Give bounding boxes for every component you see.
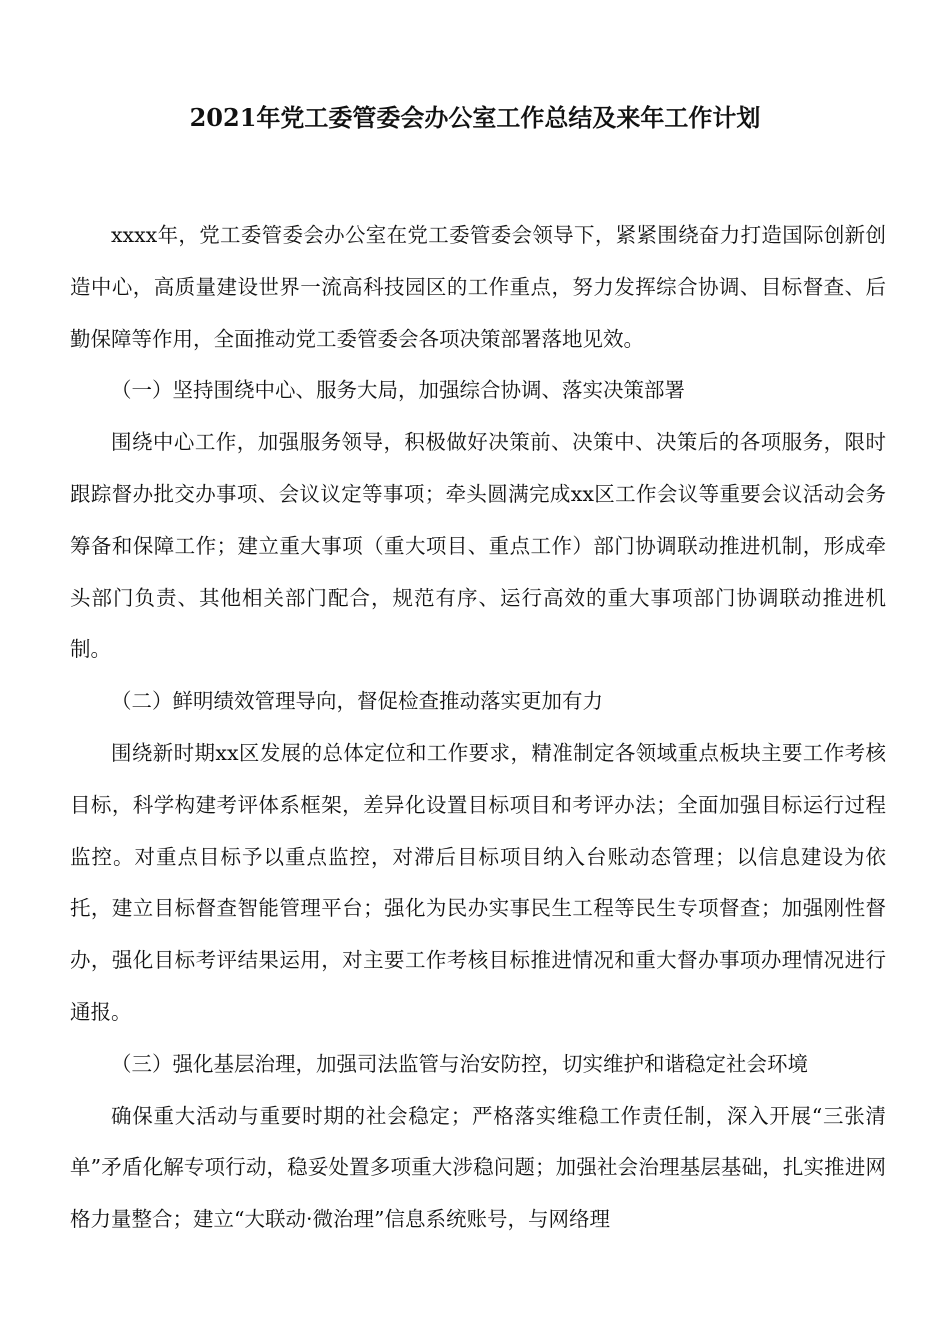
section-1-heading: （一）坚持围绕中心、服务大局，加强综合协调、落实决策部署: [111, 378, 685, 403]
section-1-body: 围绕中心工作，加强服务领导，积极做好决策前、决策中、决策后的各项服务，限时跟踪督办批交办事项、会议议定等事项；牵头圆满完成xx区工作会议等重要会议活动会务筹备和保障工作；建立重大事项（重大项目、重点工作）部门协调联动推进机制，形成牵头部门负责、其他相关部门配合，规范有序、运行高效的重大事项部门协调联动推进机制。: [70, 430, 886, 662]
document-title: 2021年党工委管委会办公室工作总结及来年工作计划: [189, 103, 761, 132]
section-3-heading: （三）强化基层治理，加强司法监管与治安防控，切实维护和谐稳定社会环境: [111, 1051, 808, 1076]
document-body: [70, 210, 886, 1246]
section-3-body: 确保重大活动与重要时期的社会稳定；严格落实维稳工作责任制，深入开展“三张清单”矛盾化解专项行动，稳妥处置多项重大涉稳问题；加强社会治理基层基础，扎实推进网格力量整合；建立“大联动·微治理”信息系统账号，与网络理: [70, 1103, 886, 1232]
section-2-heading: （二）鲜明绩效管理导向，督促检查推动落实更加有力: [111, 689, 603, 714]
section-2-body: 围绕新时期xx区发展的总体定位和工作要求，精准制定各领域重点板块主要工作考核目标，科学构建考评体系框架，差异化设置目标项目和考评办法；全面加强目标运行过程监控。对重点目标予以重点监控，对滞后目标项目纳入台账动态管理；以信息建设为依托，建立目标督查智能管理平台；强化为民办实事民生工程等民生专项督查；加强刚性督办，强化目标考评结果运用，对主要工作考核目标推进情况和重大督办事项办理情况进行通报。: [70, 740, 886, 1024]
intro-paragraph: xxxx年，党工委管委会办公室在党工委管委会领导下，紧紧围绕奋力打造国际创新创造中心，高质量建设世界一流高科技园区的工作重点，努力发挥综合协调、目标督查、后勤保障等作用，全面推动党工委管委会各项决策部署落地见效。: [70, 223, 886, 351]
